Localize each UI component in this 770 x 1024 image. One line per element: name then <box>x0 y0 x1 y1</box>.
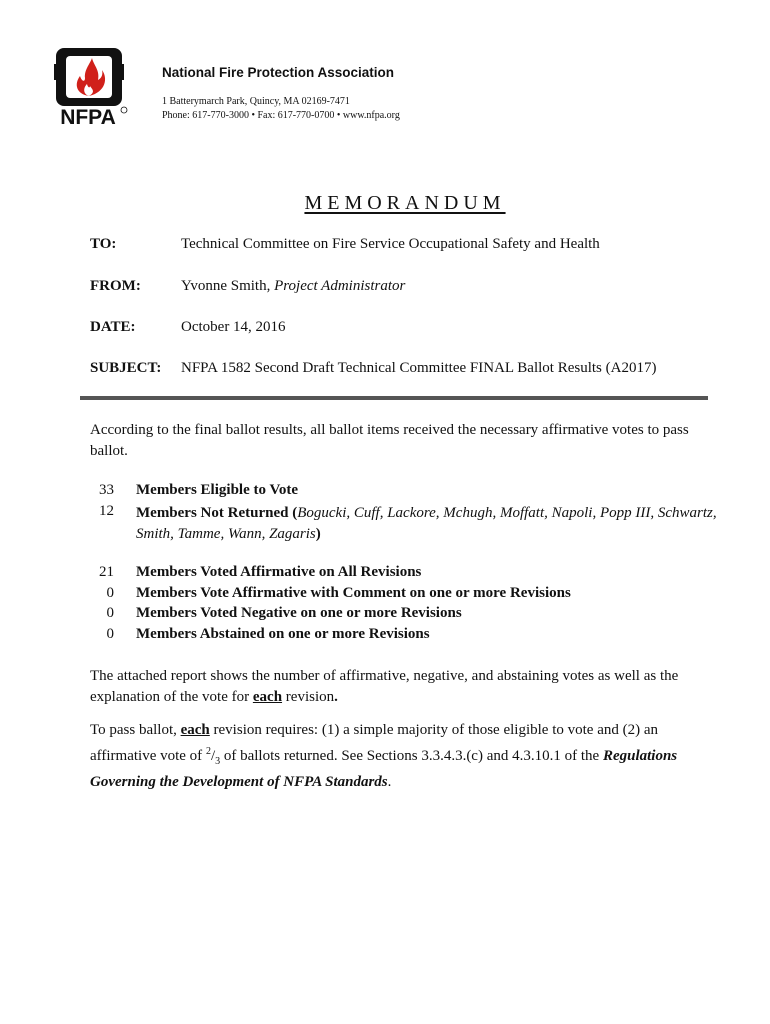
memo-title: MEMORANDUM <box>304 192 506 214</box>
org-address: 1 Batterymarch Park, Quincy, MA 02169-7471 <box>162 96 350 107</box>
negative-label: Members Voted Negative on one or more Revisions <box>136 605 462 621</box>
pass-text-c: affirmative vote of <box>90 748 203 764</box>
fraction-denominator: 3 <box>215 756 221 767</box>
to-label: TO: <box>90 236 117 252</box>
date-label: DATE: <box>90 319 136 335</box>
pass-paragraph: To pass ballot, each revision requires: (1) a simple majority of those eligible to vote and (2) an affirmative vote of $^2/_3$ of ballots returned. See Sections 3.3.4.3.(c) and 4.3.10.1 of the Regulations Governing the Development of NFPA Standards. <box>90 722 678 790</box>
pass-text-b: revision requires: (1) a simple majority of those eligible to vote and (2) an <box>213 722 658 738</box>
pass-each: each <box>180 722 210 738</box>
eligible-label: Members Eligible to Vote <box>136 482 299 498</box>
nfpa-logo <box>52 46 128 128</box>
affirm-comment-count: 0 <box>106 585 114 601</box>
pass-text-a: To pass ballot, <box>90 722 177 738</box>
logo-text: NFPA <box>60 106 116 128</box>
subject-value: NFPA 1582 Second Draft Technical Committee FINAL Ballot Results (A2017) <box>181 360 657 376</box>
regulations-title-1: Regulations <box>602 748 678 764</box>
to-value: Technical Committee on Fire Service Occupational Safety and Health <box>181 236 600 252</box>
not-returned-count: 12 <box>99 503 114 519</box>
negative-count: 0 <box>106 605 114 621</box>
affirm-comment-label: Members Vote Affirmative with Comment on one or more Revisions <box>136 585 571 601</box>
affirm-count: 21 <box>99 564 114 580</box>
intro-line-2: ballot. <box>90 443 128 459</box>
report-each: each <box>252 689 283 705</box>
from-label: FROM: <box>90 278 141 294</box>
pass-text-d: of ballots returned. See Sections 3.3.4.3.(c) and 4.3.10.1 of the <box>223 748 600 764</box>
not-returned-entry: Members Not Returned (Bogucki, Cuff, Lackore, Mchugh, Moffatt, Napoli, Popp III, Schwartz, Smith, Tamme, Wann, Zagaris) <box>136 505 717 542</box>
from-value <box>181 278 405 295</box>
from-title: Project Administrator <box>274 278 406 294</box>
not-returned-names-2: Smith, Tamme, Wann, Zagaris <box>136 526 316 542</box>
report-line-1: The attached report shows the number of affirmative, negative, and abstaining votes as well as the <box>90 668 679 684</box>
affirm-label: Members Voted Affirmative on All Revisions <box>136 564 422 580</box>
nfpa-logo-graphic <box>52 46 128 128</box>
report-paragraph: The attached report shows the number of affirmative, negative, and abstaining votes as well as the explanation of the vote for each revision. <box>90 668 679 705</box>
org-name: National Fire Protection Association <box>162 65 395 80</box>
intro-paragraph <box>90 420 689 462</box>
org-contact: Phone: 617-770-3000 • Fax: 617-770-0700 • www.nfpa.org <box>162 110 400 121</box>
not-returned-names-1: Bogucki, Cuff, Lackore, Mchugh, Moffatt, Napoli, Popp III, Schwartz, <box>297 505 717 521</box>
intro-line-1: According to the final ballot results, all ballot items received the necessary affirmative votes to pass <box>90 422 689 438</box>
abstain-count: 0 <box>106 626 114 642</box>
report-line-2: explanation of the vote for <box>90 689 250 705</box>
date-value: October 14, 2016 <box>181 319 286 335</box>
eligible-count: 33 <box>99 482 114 498</box>
regulations-title-2: Governing the Development of NFPA Standards <box>90 774 388 790</box>
header-divider <box>80 396 708 400</box>
abstain-label: Members Abstained on one or more Revisions <box>136 626 430 642</box>
from-name: Yvonne Smith, <box>181 278 271 294</box>
fraction-numerator: 2 <box>205 746 211 757</box>
report-revision: revision <box>285 689 335 705</box>
subject-label: SUBJECT: <box>90 360 162 376</box>
not-returned-label: Members Not Returned <box>136 505 289 521</box>
